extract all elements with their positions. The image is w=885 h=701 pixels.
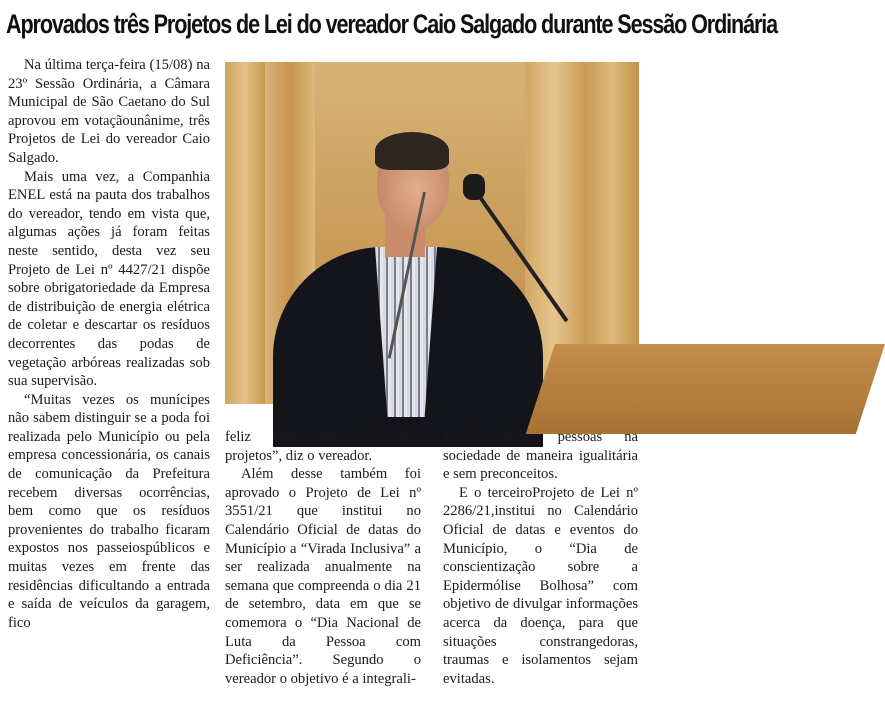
- microphone-icon: [463, 174, 485, 200]
- paragraph: feliz com aprovação dos projetos”, diz o vereador.: [225, 429, 421, 464]
- paragraph: Além desse também foi aprovado o Projeto de Lei nº 3551/21 que institui no Calendário Oficial de datas do Município a “Virada Inclusiva” a ser realizada anualmente na semana que compreenda o dia 21 de setembro, data em que se comemora o “Dia Nacional de Luta da Pessoa com Deficiência”. Segundo o vereador o objetivo é a integrali-: [225, 466, 421, 687]
- paragraph: zação dessas pessoas na sociedade de maneira igualitária e sem preconceitos.: [443, 429, 638, 483]
- paragraph: “Muitas vezes os munícipes não sabem distinguir se a poda foi realizada pelo Município ou pela empresa concessionária, os canais de comunicação da Prefeitura recebem diversas ocorrências, bem como que os resíduos provenientes do trabalho ficaram expostos nos passeiospúblicos e muitas vezes em frente das residências dificultando a entrada e saída de veículos da garagem, fico: [8, 391, 210, 631]
- hair: [375, 132, 449, 170]
- photo-vereador-speaking: [225, 62, 639, 404]
- podium: [526, 344, 885, 434]
- paragraph: Na última terça-feira (15/08) na 23º Sessão Ordinária, a Câmara Municipal de São Caetano do Sul aprovou em votaçãounânime, três Projetos de Lei do vereador Caio Salgado.: [8, 57, 210, 166]
- paragraph: Mais uma vez, a Companhia ENEL está na pauta dos trabalhos do vereador, tendo em vista que, algumas ações já foram feitas neste sentido, desta vez seu Projeto de Lei nº 4427/21 dispõe sobre obrigatoriedade da Empresa de distribuição de energia elétrica de coletar e descartar os resíduos decorrentes das podas de vegetação arbóreas realizadas sob sua supervisão.: [8, 168, 210, 390]
- article-column-1: [8, 56, 210, 632]
- paragraph: E o terceiroProjeto de Lei nº 2286/21,institui no Calendário Oficial de datas e eventos do Município, o “Dia de conscientização sobre a Epidermólise Bolhosa” com objetivo de divulgar informações acerca da doença, para que situações constrangedoras, traumas e isolamentos sejam evitadas.: [443, 484, 638, 687]
- headline: Aprovados três Projetos de Lei do vereador Caio Salgado durante Sessão Ordinária: [6, 9, 778, 39]
- article-column-2: [225, 428, 421, 688]
- article-column-3: [443, 428, 638, 688]
